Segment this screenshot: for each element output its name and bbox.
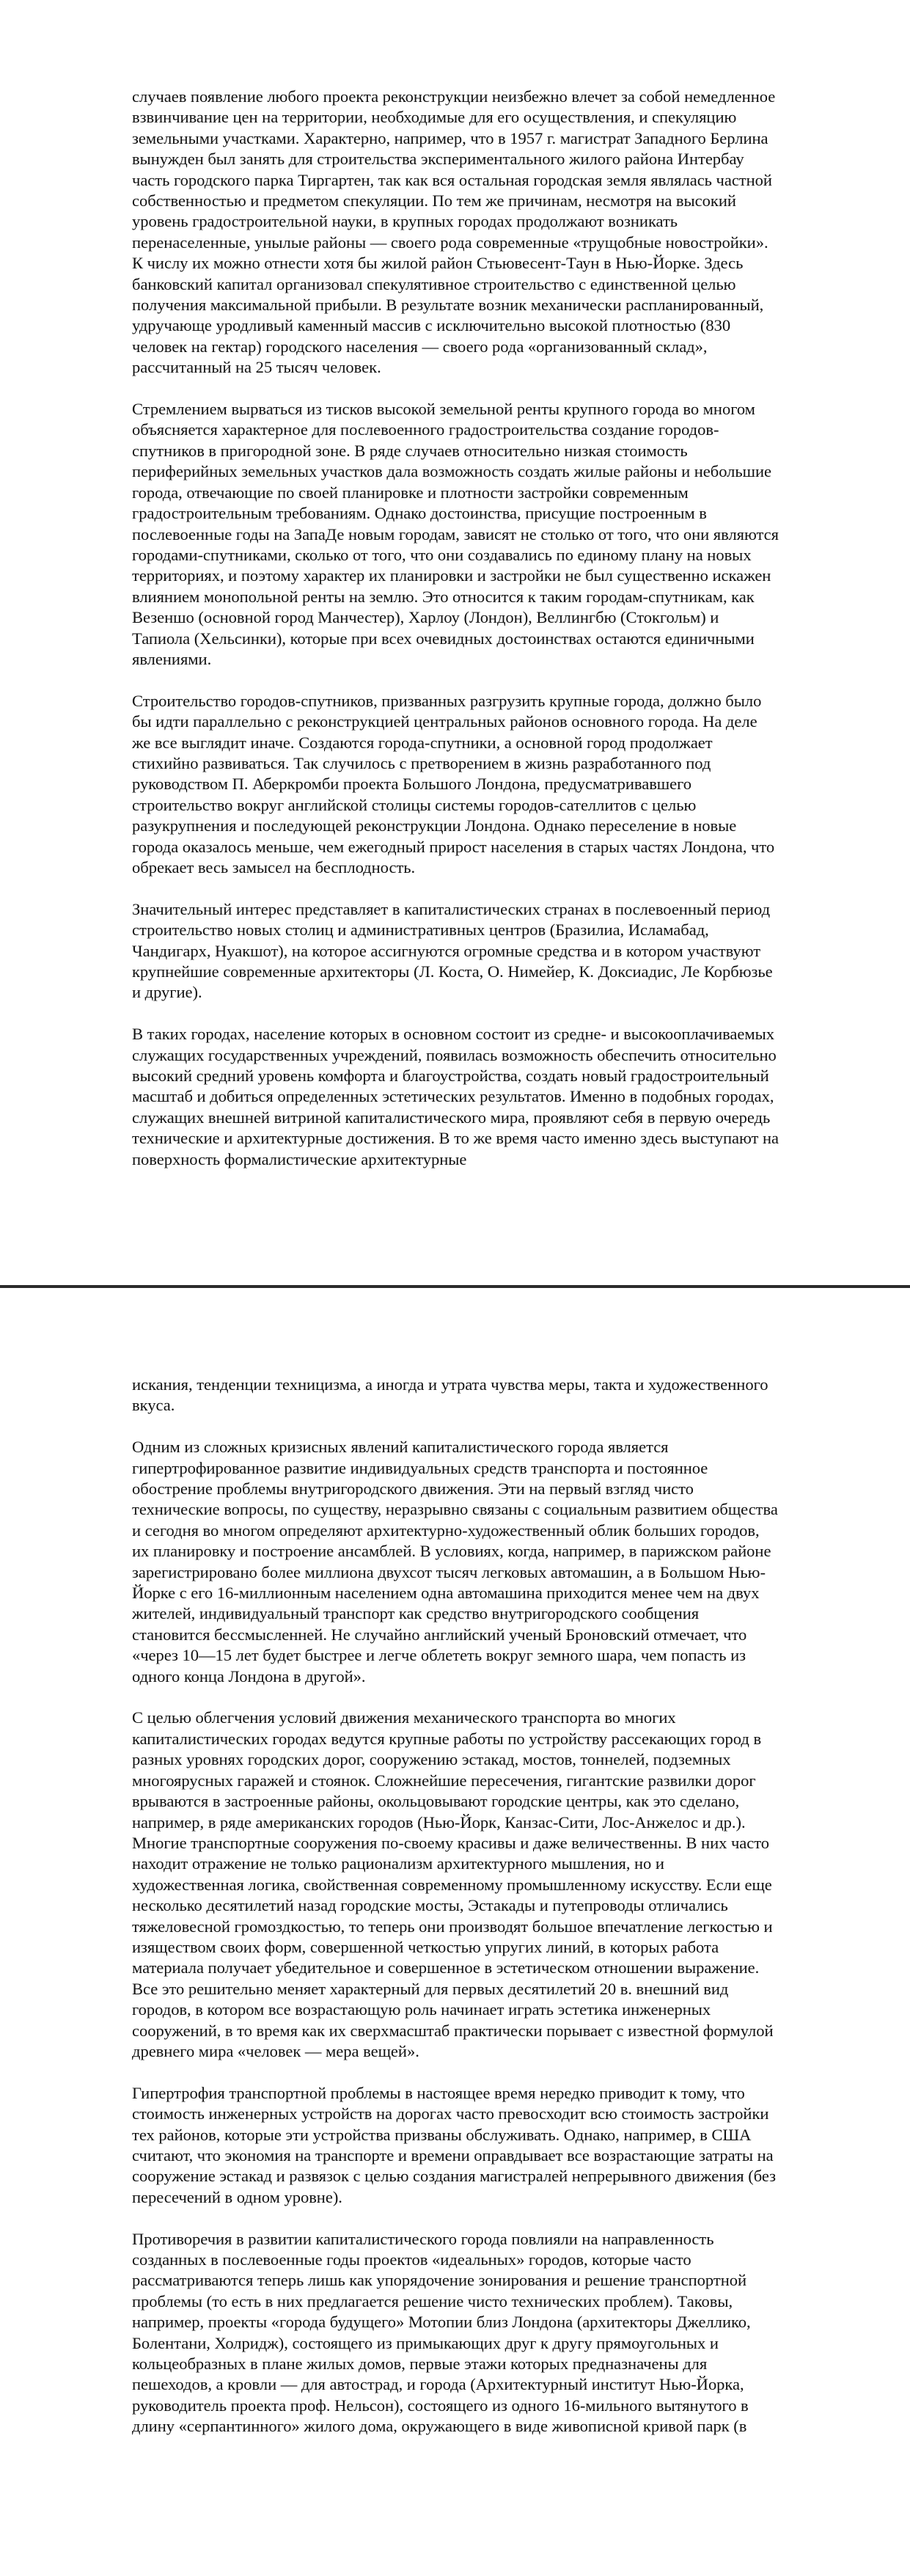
paragraph: Одним из сложных кризисных явлений капиталистического города является гипертрофированное развитие индивидуальных средств транспорта и постоянное обострение проблемы внутригородского движения. Эти на первый взгляд чисто технические вопросы, по существу, неразрывно связаны с социальным развитием общества и сегодня во многом определяют архитектурно-художественный облик больших городов, их планировку и построение ансамблей. В условиях, когда, например, в парижском районе зарегистрировано более миллиона двухсот тысяч легковых автомашин, а в Большом Нью-Йорке с его 16-миллионным населением одна автомашина приходится менее чем на двух жителей, индивидуальный транспорт как средство внутригородского сообщения становится бессмысленней. Не случайно английский ученый Броновский отмечает, что «через 10—15 лет будет быстрее и легче облететь вокруг земного шара, чем попасть из одного конца Лондона в другой». bbox=[132, 1438, 778, 1686]
paragraph: Значительный интерес представляет в капиталистических странах в послевоенный период строительство новых столиц и административных центров (Бразилиа, Исламабад, Чандигарх, Нуакшот), на которое ассигнуются огромные средства и в котором участвуют крупнейшие современные архитекторы (Л. Коста, О. Нимейер, К. Доксиадис, Ле Корбюзье и другие). bbox=[132, 899, 773, 1002]
paragraph: Строительство городов-спутников, призванных разгрузить крупные города, должно было бы идти параллельно с реконструкцией центральных районов основного города. На деле же все выглядит иначе. Создаются города-спутники, а основной город продолжает стихийно развиваться. Так случилось с претворением в жизнь разработанного под руководством П. Аберкромби проекта Большого Лондона, предусматривавшего строительство вокруг английской столицы системы городов-сателлитов с целью разукрупнения и последующей реконструкции Лондона. Однако переселение в новые города оказалось меньше, чем ежегодный прирост населения в старых частях Лондона, что обрекает весь замысел на бесплодность. bbox=[132, 691, 775, 877]
paragraph: С целью облегчения условий движения механического транспорта во многих капиталистических городах ведутся крупные работы по устройству рассекающих город в разных уровнях городских дорог, сооружению эстакад, мостов, тоннелей, подземных многоярусных гаражей и стоянок. Сложнейшие пересечения, гигантские развилки дорог врываются в застроенные районы, окольцовывают городские центры, как это сделано, например, в ряде американских городов (Нью-Йорк, Канзас-Сити, Лос-Анжелос и др.). Многие транспортные сооружения по-своему красивы и даже величественны. В них часто находит отражение не только рационализм архитектурного мышления, но и художественная логика, свойственная современному промышленному искусству. Если еще несколько десятилетий назад городские мосты, Эстакады и путепроводы отличались тяжеловесной громоздкостью, то теперь они производят большое впечатление легкостью и изяществом своих форм, совершенной четкостью упругих линий, в которых работа материала получает убедительное и совершенное в эстетическом отношении выражение. Все это решительно меняет характерный для первых десятилетий 20 в. внешний вид городов, в котором все возрастающую роль начинает играть эстетика инженерных сооружений, в то время как их сверхмасштаб практически порывает с известной формулой древнего мира «человек — мера вещей». bbox=[132, 1708, 774, 2060]
page-2-text-column bbox=[132, 1375, 779, 2458]
document-page-2 bbox=[0, 1288, 910, 2576]
paragraph: искания, тенденции техницизма, а иногда и утрата чувства меры, такта и художественного вкуса. bbox=[132, 1375, 768, 1415]
paragraph: Гипертрофия транспортной проблемы в настоящее время нередко приводит к тому, что стоимость инженерных устройств на дорогах часто превосходит всю стоимость застройки тех районов, которые эти устройства призваны обслуживать. Однако, например, в США считают, что экономия на транспорте и времени оправдывает все возрастающие затраты на сооружение эстакад и развязок с целью создания магистралей непрерывного движения (без пересечений в одном уровне). bbox=[132, 2083, 776, 2206]
document-page-1 bbox=[0, 0, 910, 1285]
paragraph: В таких городах, население которых в основном состоит из средне- и высокооплачиваемых служащих государственных учреждений, появилась возможность обеспечить относительно высокий средний уровень комфорта и благоустройства, создать новый градостроительный масштаб и добиться определенных эстетических результатов. Именно в подобных городах, служащих внешней витриной капиталистического мира, проявляют себя в первую очередь технические и архитектурные достижения. В то же время часто именно здесь выступают на поверхность формалистические архитектурные bbox=[132, 1025, 779, 1168]
page-1-text-column bbox=[132, 87, 779, 1190]
paragraph: Противоречия в развитии капиталистического города повлияли на направленность созданных в послевоенные годы проектов «идеальных» городов, которые часто рассматриваются теперь лишь как упорядочение зонирования и решение транспортной проблемы (то есть в них предлагается решение чисто технических проблем). Таковы, например, проекты «города будущего» Мотопии близ Лондона (архитекторы Джеллико, Болентани, Холридж), состоящего из примыкающих друг к другу прямоугольных и кольцеобразных в плане жилых домов, первые этажи которых предназначены для пешеходов, а кровли — для автострад, и города (Архитектурный институт Нью-Йорка, руководитель проекта проф. Нельсон), состоящего из одного 16-мильного вытянутого в длину «серпантинного» жилого дома, окружающего в виде живописной кривой парк (в bbox=[132, 2229, 751, 2436]
paragraph: Стремлением вырваться из тисков высокой земельной ренты крупного города во многом объясняется характерное для послевоенного градостроительства создание городов-спутников в пригородной зоне. В ряде случаев относительно низкая стоимость периферийных земельных участков дала возможность создать жилые районы и небольшие города, отвечающие по своей планировке и плотности застройки современным градостроительным требованиям. Однако достоинства, присущие построенным в послевоенные годы на ЗапаДе новым городам, зависят не столько от того, что они являются городами-спутниками, сколько от того, что они создавались по единому плану на новых территориях, и поэтому характер их планировки и застройки не был существенно искажен влиянием монопольной ренты на землю. Это относится к таким городам-спутникам, как Везеншо (основной город Манчестер), Харлоу (Лондон), Веллингбю (Стокгольм) и Тапиола (Хельсинки), которые при всех очевидных достоинствах остаются единичными явлениями. bbox=[132, 400, 779, 668]
paragraph: случаев появление любого проекта реконструкции неизбежно влечет за собой немедленное взвинчивание цен на территории, необходимые для его осуществления, и спекуляцию земельными участками. Характерно, например, что в 1957 г. магистрат Западного Берлина вынужден был занять для строительства экспериментального жилого района Интербау часть городского парка Тиргартен, так как вся остальная городская земля являлась частной собственностью и предметом спекуляции. По тем же причинам, несмотря на высокий уровень градостроительной науки, в крупных городах продолжают возникать перенаселенные, унылые районы — своего рода современные «трущобные новостройки». К числу их можно отнести хотя бы жилой район Стьювесент-Таун в Нью-Йорке. Здесь банковский капитал организовал спекулятивное строительство с единственной целью получения максимальной прибыли. В результате возник механически распланированный, удручающе уродливый каменный массив с исключительно высокой плотностью (830 человек на гектар) городского населения — своего рода «организованный склад», рассчитанный на 25 тысяч человек. bbox=[132, 87, 776, 377]
